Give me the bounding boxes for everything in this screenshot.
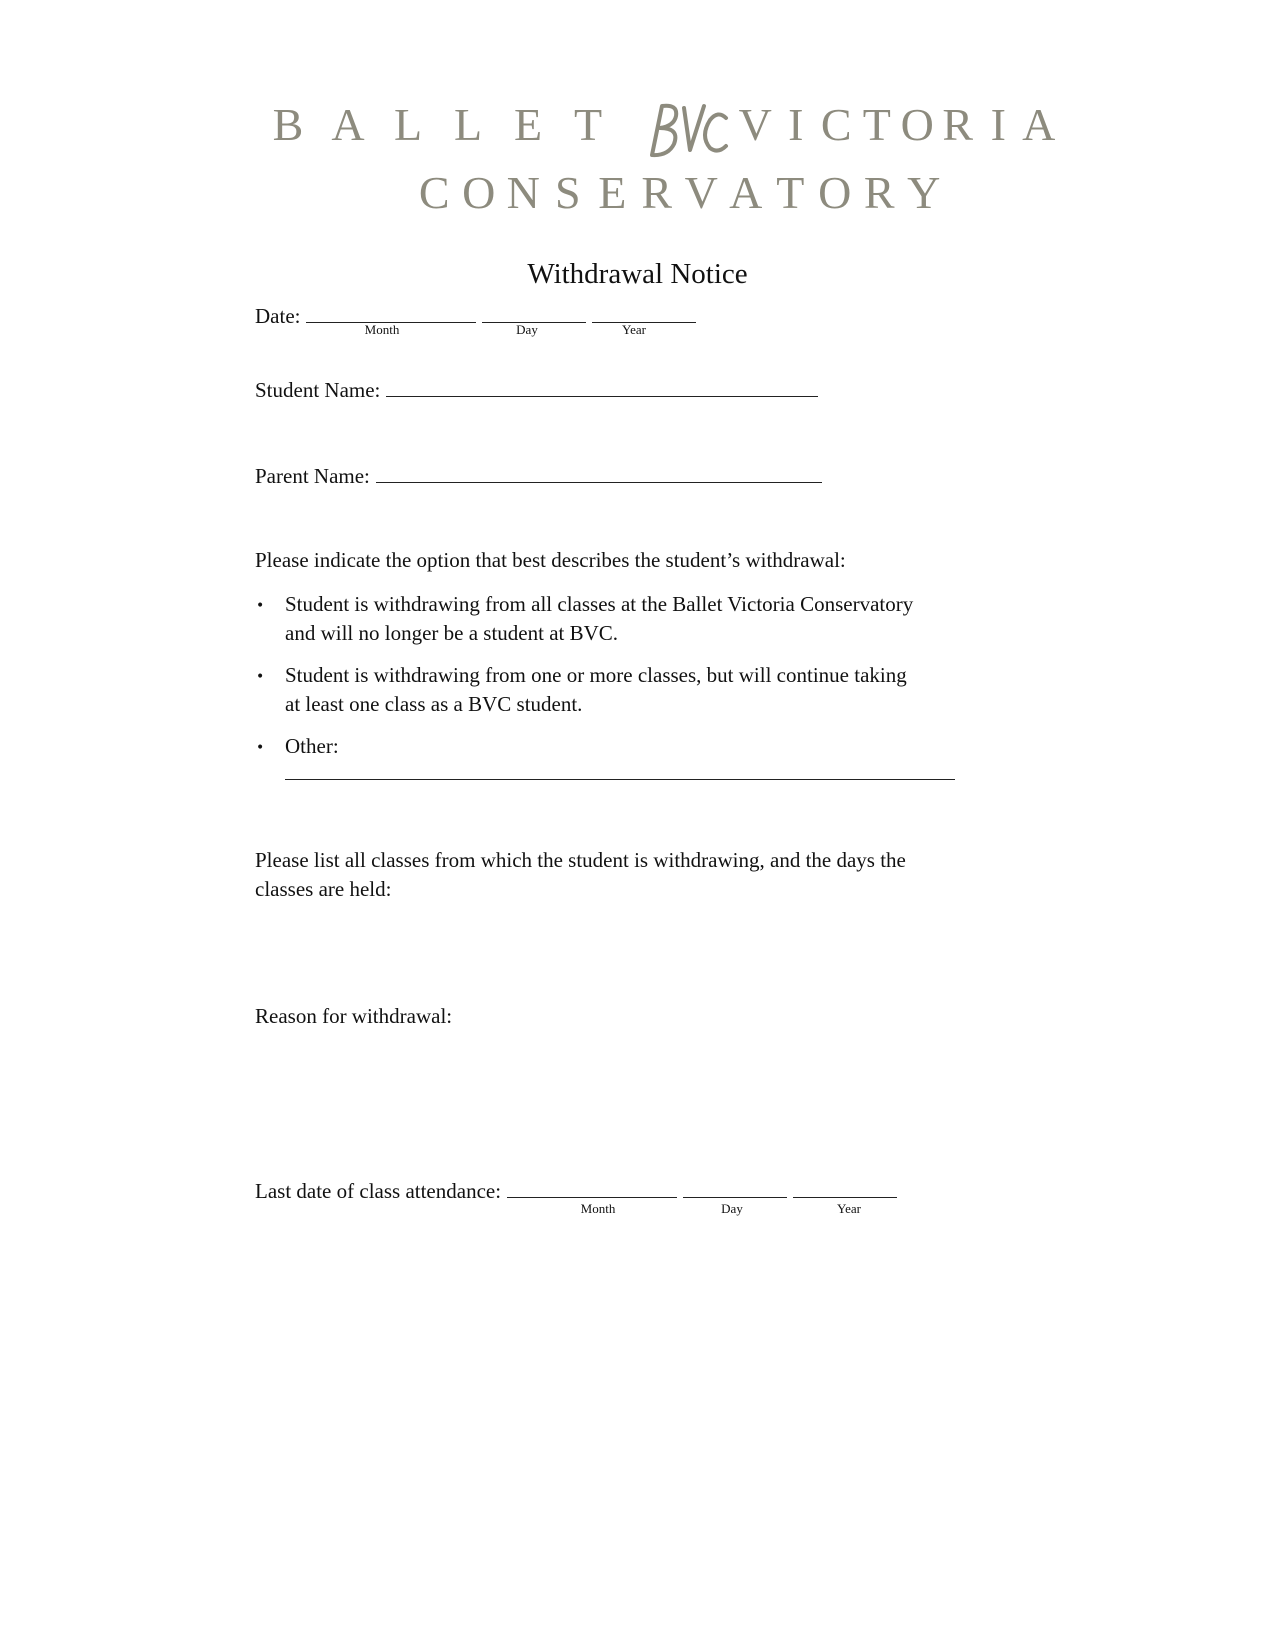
parent-name-field[interactable] [376, 462, 822, 483]
bullet-icon: • [256, 598, 265, 614]
last-date-month-field[interactable] [507, 1177, 677, 1198]
classes-list-area[interactable] [255, 910, 955, 990]
logo-letter: L [453, 99, 483, 150]
logo-letter: N [506, 167, 540, 218]
logo-letter: T [573, 99, 603, 150]
logo-conservatory-text [412, 167, 946, 218]
student-name-label: Student Name: [255, 378, 381, 402]
date-year-field[interactable] [592, 302, 696, 323]
option-all-classes[interactable] [285, 590, 913, 648]
page-title: Withdrawal Notice [527, 258, 748, 290]
logo-letter: R [641, 167, 673, 218]
classes-prompt-line: Please list all classes from which the student is withdrawing, and the days the [255, 848, 906, 872]
classes-prompt-line: classes are held: [255, 877, 392, 901]
logo-letter: E [598, 167, 627, 218]
reason-label: Reason for withdrawal: [255, 1004, 453, 1028]
option-line: at least one class as a BVC student. [285, 692, 583, 716]
last-date-month-caption: Month [580, 1201, 616, 1216]
logo-letter: T [862, 99, 891, 150]
logo-letter: V [738, 99, 772, 150]
last-date-day-caption: Day [721, 1201, 743, 1216]
date-month-caption: Month [364, 322, 400, 337]
logo-letter: S [554, 167, 581, 218]
student-name-row [255, 376, 818, 403]
last-date-row [255, 1177, 897, 1204]
logo-letter: I [788, 99, 804, 150]
student-name-field[interactable] [386, 376, 818, 397]
last-date-year-field[interactable] [793, 1177, 897, 1198]
logo-letter: I [990, 99, 1006, 150]
logo-letter: A [331, 99, 365, 150]
option-line: Student is withdrawing from all classes at the Ballet Victoria Conservatory [285, 592, 914, 616]
date-day-field[interactable] [482, 302, 586, 323]
logo-letter: T [776, 167, 805, 218]
logo-letter: A [729, 167, 763, 218]
parent-name-row [255, 462, 822, 489]
logo-letter: R [863, 167, 895, 218]
options-intro: Please indicate the option that best describes the student’s withdrawal: [255, 548, 846, 572]
logo-letter: B [272, 99, 304, 150]
logo-letter: E [513, 99, 543, 150]
bvc-monogram-icon [640, 100, 730, 160]
last-date-year-caption: Year [837, 1201, 861, 1216]
logo-letter: C [820, 99, 852, 150]
date-label: Date: [255, 304, 301, 328]
logo-victoria-text [735, 99, 1059, 150]
bullet-icon: • [256, 740, 265, 756]
logo-letter: V [684, 167, 718, 218]
last-date-day-field[interactable] [683, 1177, 787, 1198]
last-date-label: Last date of class attendance: [255, 1179, 502, 1203]
logo-letter: O [462, 167, 496, 218]
option-line: Student is withdrawing from one or more classes, but will continue taking [285, 663, 907, 687]
bullet-icon: • [256, 669, 265, 685]
option-some-classes[interactable] [285, 661, 907, 719]
date-day-caption: Day [516, 322, 538, 337]
date-month-field[interactable] [306, 302, 476, 323]
logo-letter: O [900, 99, 934, 150]
option-line: Other: [285, 734, 339, 758]
parent-name-label: Parent Name: [255, 464, 370, 488]
logo-ballet-text [258, 99, 618, 150]
logo-letter: A [1022, 99, 1056, 150]
option-other[interactable] [285, 732, 339, 761]
logo-letter: R [942, 99, 974, 150]
classes-prompt [255, 846, 906, 904]
logo-line-top-right [735, 98, 1059, 151]
logo-line-top [258, 98, 618, 151]
logo-letter: Y [907, 167, 941, 218]
option-line: and will no longer be a student at BVC. [285, 621, 619, 645]
logo-letter: O [818, 167, 852, 218]
logo-line-bottom [412, 166, 946, 219]
date-year-caption: Year [622, 322, 646, 337]
logo-letter: C [418, 167, 450, 218]
other-reason-field[interactable] [285, 779, 955, 780]
logo-letter: L [393, 99, 423, 150]
reason-area[interactable] [255, 1040, 955, 1160]
